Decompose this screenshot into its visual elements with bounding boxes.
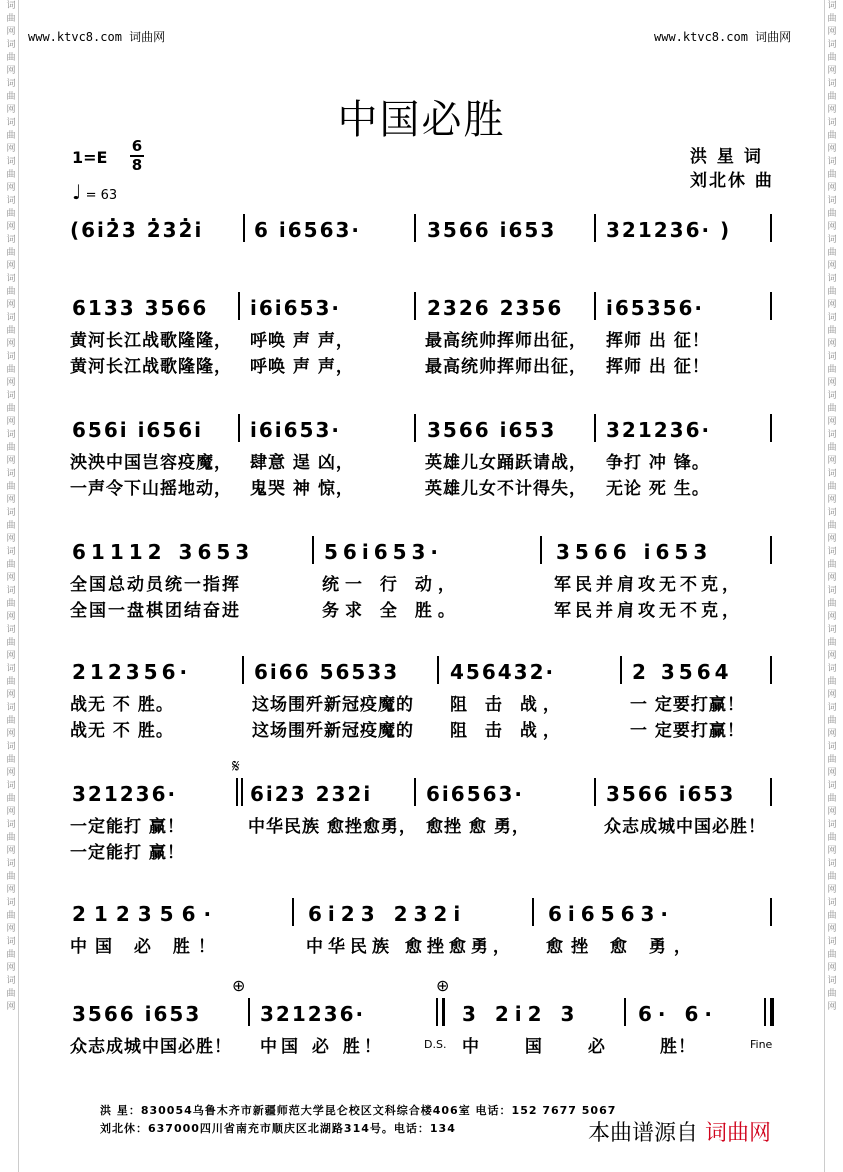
measure-notes: 6i6563· <box>426 782 525 806</box>
lyricist-credit: 洪 星 词 <box>690 147 763 167</box>
measure-notes: 6i23 232i <box>308 902 467 926</box>
lyric: 愈挫 愈 勇， <box>546 937 699 957</box>
lyric: 愈挫 愈 勇， <box>426 817 530 837</box>
lyric: 务求 全 胜。 <box>322 601 461 621</box>
composer-credit: 刘北休 曲 <box>690 171 774 191</box>
lyric: 英雄儿女踊跃请战， <box>425 453 587 473</box>
time-signature <box>130 138 144 174</box>
bar-line <box>594 292 596 320</box>
bar-line <box>248 998 250 1026</box>
quarter-note-icon: ♩ <box>72 180 82 204</box>
lyric: 全国一盘棋团结奋进 <box>70 601 241 621</box>
song-title: 中国必胜 <box>337 97 506 143</box>
measure-notes: 6i23 232i <box>250 782 373 806</box>
measure-notes: i6i653· <box>250 296 341 320</box>
lyric: 这场围歼新冠疫魔的 <box>252 721 414 741</box>
measure-notes: 61112 3653 <box>72 540 255 564</box>
lyric: 最高统帅挥师出征， <box>425 357 587 377</box>
measure-notes: 6133 3566 <box>72 296 209 320</box>
bar-line <box>540 536 542 564</box>
bar-line <box>236 778 238 806</box>
bar-line <box>770 292 772 320</box>
measure-notes: 321236· <box>606 418 712 442</box>
lyric: 全国总动员统一指挥 <box>70 575 241 595</box>
lyric: 中国 必 胜！ <box>260 1037 385 1057</box>
side-watermark-right: 词曲网词曲网词曲网词曲网词曲网词曲网词曲网词曲网词曲网词曲网词曲网词曲网词曲网词曲网词曲网词曲网词曲网词曲网词曲网词曲网词曲网词曲网词曲网词曲网词曲网词曲网 <box>824 0 839 1172</box>
bar-line <box>532 898 534 926</box>
lyric: 众志成城中国必胜！ <box>604 817 766 837</box>
tempo-value: = 63 <box>85 188 118 203</box>
lyric: 一 定要打赢！ <box>630 721 745 741</box>
measure-notes: 456432· <box>450 660 556 684</box>
side-watermark-left: 词曲网词曲网词曲网词曲网词曲网词曲网词曲网词曲网词曲网词曲网词曲网词曲网词曲网词曲网词曲网词曲网词曲网词曲网词曲网词曲网词曲网词曲网词曲网词曲网词曲网词曲网 <box>4 0 19 1172</box>
lyric: 呼唤 声 声， <box>250 331 354 351</box>
bar-line <box>770 898 772 926</box>
lyric: 呼唤 声 声， <box>250 357 354 377</box>
lyric: 军民并肩攻无不克， <box>554 575 743 595</box>
lyric: 军民并肩攻无不克， <box>554 601 743 621</box>
measure-notes: 321236· <box>260 1002 366 1026</box>
measure-notes: 321236· <box>72 782 178 806</box>
measure-notes: 3566 i653 <box>427 418 557 442</box>
measure-notes: i6i653· <box>250 418 341 442</box>
measure-notes: 3566 i653 <box>556 540 713 564</box>
lyric: 争打 冲 锋。 <box>606 453 710 473</box>
bar-line <box>594 214 596 242</box>
bar-line <box>770 214 772 242</box>
lyric: 众志成城中国必胜！ <box>70 1037 232 1057</box>
bar-line <box>594 414 596 442</box>
bar-line <box>414 778 416 806</box>
bar-line <box>242 656 244 684</box>
bar-line <box>241 778 243 806</box>
footer-contact-composer: 刘北休：637000四川省南充市顺庆区北湖路314号。电话：134 <box>100 1122 456 1135</box>
bar-line <box>238 414 240 442</box>
bar-line <box>414 214 416 242</box>
lyric: 胜！ <box>660 1037 696 1057</box>
lyric: 中 国 必 <box>462 1037 625 1057</box>
lyric: 阻 击 战， <box>450 695 566 715</box>
coda-icon: ⊕ <box>232 976 246 995</box>
fine-marking: Fine <box>750 1038 773 1051</box>
key-signature: 1=E <box>72 148 108 167</box>
measure-notes: 2 3564 <box>632 660 733 684</box>
lyric: 一声令下山摇地动， <box>70 479 232 499</box>
bar-line <box>770 656 772 684</box>
tempo-marking <box>72 180 117 204</box>
bar-line <box>770 536 772 564</box>
source-brand: 词曲网 <box>705 1121 772 1146</box>
repeat-bar-thin <box>436 998 438 1026</box>
source-credit <box>588 1116 771 1147</box>
footer-contact-lyricist: 洪 星：830054乌鲁木齐市新疆师范大学昆仑校区文科综合楼406室 电话：152 7677 5067 <box>100 1104 617 1117</box>
measure-notes: 212356· <box>72 902 220 926</box>
bar-line <box>312 536 314 564</box>
lyric: 肆意 逞 凶， <box>250 453 354 473</box>
lyric: 中国 必 胜！ <box>70 937 223 957</box>
lyric: 英雄儿女不计得失， <box>425 479 587 499</box>
measure-notes: 656i i656i <box>72 418 204 442</box>
measure-notes: 321236· ) <box>606 218 732 242</box>
repeat-bar-thick <box>442 998 445 1026</box>
lyric: 泱泱中国岂容疫魔， <box>70 453 232 473</box>
measure-notes: 3566 i653 <box>606 782 736 806</box>
lyric: 中华民族 愈挫愈勇， <box>306 937 515 957</box>
measure-notes: 56i653· <box>324 540 444 564</box>
final-bar-thin <box>764 998 766 1026</box>
lyric: 最高统帅挥师出征， <box>425 331 587 351</box>
lyric: 一定能打 赢！ <box>70 843 185 863</box>
lyric: 鬼哭 神 惊， <box>250 479 354 499</box>
lyric: 阻 击 战， <box>450 721 566 741</box>
bar-line <box>243 214 245 242</box>
watermark-site-left: www.ktvc8.com 词曲网 <box>28 30 166 44</box>
lyric: 无论 死 生。 <box>606 479 710 499</box>
bar-line <box>594 778 596 806</box>
measure-notes: (6i2̇3 2̇32̇i <box>70 218 204 242</box>
source-prefix: 本曲谱源自 <box>588 1121 699 1146</box>
lyric: 黄河长江战歌隆隆， <box>70 357 232 377</box>
lyric: 挥师 出 征！ <box>606 331 710 351</box>
lyric: 战无 不 胜。 <box>70 721 174 741</box>
bar-line <box>770 414 772 442</box>
lyric: 一定能打 赢！ <box>70 817 185 837</box>
bar-line <box>238 292 240 320</box>
lyric: 战无 不 胜。 <box>70 695 174 715</box>
lyric: 挥师 出 征！ <box>606 357 710 377</box>
measure-notes: 3566 i653 <box>427 218 557 242</box>
meter-bottom: 8 <box>131 156 143 174</box>
measure-notes: i65356· <box>606 296 705 320</box>
measure-notes: 2326 2356 <box>427 296 564 320</box>
ds-marking: D.S. <box>424 1038 447 1051</box>
lyric: 统一 行 动， <box>322 575 461 595</box>
lyric: 这场围歼新冠疫魔的 <box>252 695 414 715</box>
measure-notes: 6· 6· <box>638 1002 718 1026</box>
bar-line <box>624 998 626 1026</box>
bar-line <box>414 292 416 320</box>
lyric: 黄河长江战歌隆隆， <box>70 331 232 351</box>
measure-notes: 6i6563· <box>548 902 675 926</box>
bar-line <box>437 656 439 684</box>
measure-notes: 6i66 56533 <box>254 660 400 684</box>
bar-line <box>620 656 622 684</box>
meter-top: 6 <box>131 137 143 155</box>
bar-line <box>292 898 294 926</box>
bar-line <box>414 414 416 442</box>
bar-line <box>770 778 772 806</box>
segno-icon: 𝄋 <box>232 756 240 777</box>
measure-notes: 3566 i653 <box>72 1002 202 1026</box>
measure-notes: 212356· <box>72 660 192 684</box>
lyric: 一 定要打赢！ <box>630 695 745 715</box>
coda-icon: ⊕ <box>436 976 450 995</box>
watermark-site-right: www.ktvc8.com 词曲网 <box>654 30 792 44</box>
measure-notes: 6 i6563· <box>254 218 361 242</box>
final-bar-thick <box>770 998 774 1026</box>
measure-notes: 3 2i2 3 <box>462 1002 581 1026</box>
lyric: 中华民族 愈挫愈勇， <box>248 817 417 837</box>
